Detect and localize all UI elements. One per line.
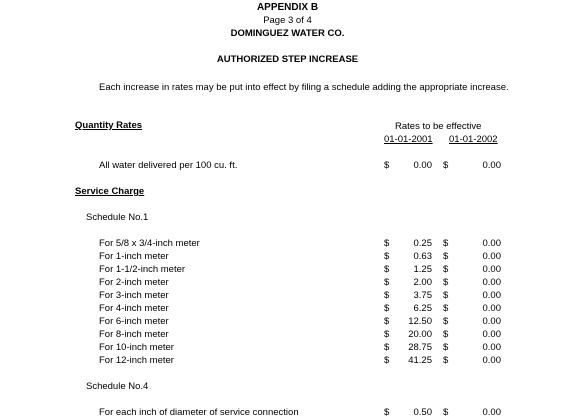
rate-2001: 0.25 [413, 238, 432, 249]
schedule-4-row [0, 407, 575, 420]
row-label: For 2-inch meter [99, 277, 169, 288]
rate-2001: 2.00 [413, 277, 432, 288]
rate-2001: 41.25 [408, 355, 432, 366]
rate-2002: 0.00 [482, 290, 501, 301]
currency-symbol: $ [384, 316, 390, 327]
rate-2002: 0.00 [482, 342, 501, 353]
page-number: Page 3 of 4 [263, 15, 312, 26]
currency-symbol: $ [384, 264, 390, 275]
currency-symbol: $ [443, 160, 449, 171]
schedule-1-label: Schedule No.1 [86, 212, 149, 223]
table-row [0, 264, 575, 277]
rate-2002: 0.00 [482, 303, 501, 314]
rate-2001: 0.00 [413, 160, 432, 171]
currency-symbol: $ [443, 407, 449, 418]
rate-2002: 0.00 [482, 160, 501, 171]
currency-symbol: $ [443, 251, 449, 262]
rate-2001: 6.25 [413, 303, 432, 314]
currency-symbol: $ [443, 316, 449, 327]
rate-2002: 0.00 [482, 407, 501, 418]
company-name: DOMINGUEZ WATER CO. [230, 28, 345, 39]
currency-symbol: $ [443, 355, 449, 366]
currency-symbol: $ [443, 342, 449, 353]
row-label: For 1-1/2-inch meter [99, 264, 186, 275]
rate-2002: 0.00 [482, 316, 501, 327]
rate-2001: 0.50 [413, 407, 432, 418]
service-charge-heading: Service Charge [75, 186, 145, 197]
currency-symbol: $ [443, 290, 449, 301]
rate-2002: 0.00 [482, 329, 501, 340]
row-label: For 12-inch meter [99, 355, 174, 366]
rate-2002: 0.00 [482, 277, 501, 288]
currency-symbol: $ [384, 303, 390, 314]
currency-symbol: $ [443, 303, 449, 314]
currency-symbol: $ [384, 238, 390, 249]
date-column-2: 01-01-2002 [449, 134, 498, 145]
rate-2002: 0.00 [482, 238, 501, 249]
currency-symbol: $ [443, 238, 449, 249]
row-label: For 10-inch meter [99, 342, 174, 353]
date-column-1: 01-01-2001 [384, 134, 433, 145]
row-label: For each inch of diameter of service connection [99, 407, 299, 418]
rate-2001: 3.75 [413, 290, 432, 301]
rate-2001: 20.00 [408, 329, 432, 340]
appendix-title: APPENDIX B [256, 2, 319, 13]
rates-effective-label: Rates to be effective [395, 121, 482, 132]
rate-2001: 1.25 [413, 264, 432, 275]
rate-2001: 28.75 [408, 342, 432, 353]
rate-2002: 0.00 [482, 264, 501, 275]
table-row [0, 316, 575, 329]
quantity-row [0, 160, 575, 173]
table-row [0, 329, 575, 342]
currency-symbol: $ [384, 251, 390, 262]
row-label: For 3-inch meter [99, 290, 169, 301]
currency-symbol: $ [384, 407, 390, 418]
currency-symbol: $ [384, 290, 390, 301]
currency-symbol: $ [443, 277, 449, 288]
intro-text: Each increase in rates may be put into effect by filing a schedule adding the appropriate increase. [99, 82, 509, 93]
table-row [0, 251, 575, 264]
row-label: For 1-inch meter [99, 251, 169, 262]
currency-symbol: $ [384, 355, 390, 366]
table-row [0, 342, 575, 355]
row-label: For 6-inch meter [99, 316, 169, 327]
row-label: All water delivered per 100 cu. ft. [99, 160, 238, 171]
table-row [0, 277, 575, 290]
row-label: For 5/8 x 3/4-inch meter [99, 238, 200, 249]
quantity-rates-heading: Quantity Rates [75, 120, 143, 131]
currency-symbol: $ [443, 329, 449, 340]
currency-symbol: $ [384, 329, 390, 340]
currency-symbol: $ [384, 277, 390, 288]
row-label: For 4-inch meter [99, 303, 169, 314]
rate-2001: 12.50 [408, 316, 432, 327]
currency-symbol: $ [384, 342, 390, 353]
table-row [0, 303, 575, 316]
table-row [0, 355, 575, 368]
rate-2002: 0.00 [482, 355, 501, 366]
table-row [0, 290, 575, 303]
schedule-4-label: Schedule No.4 [86, 381, 149, 392]
document-title: AUTHORIZED STEP INCREASE [216, 54, 359, 65]
currency-symbol: $ [443, 264, 449, 275]
table-row [0, 238, 575, 251]
row-label: For 8-inch meter [99, 329, 169, 340]
currency-symbol: $ [384, 160, 390, 171]
rate-2001: 0.63 [413, 251, 432, 262]
rate-2002: 0.00 [482, 251, 501, 262]
